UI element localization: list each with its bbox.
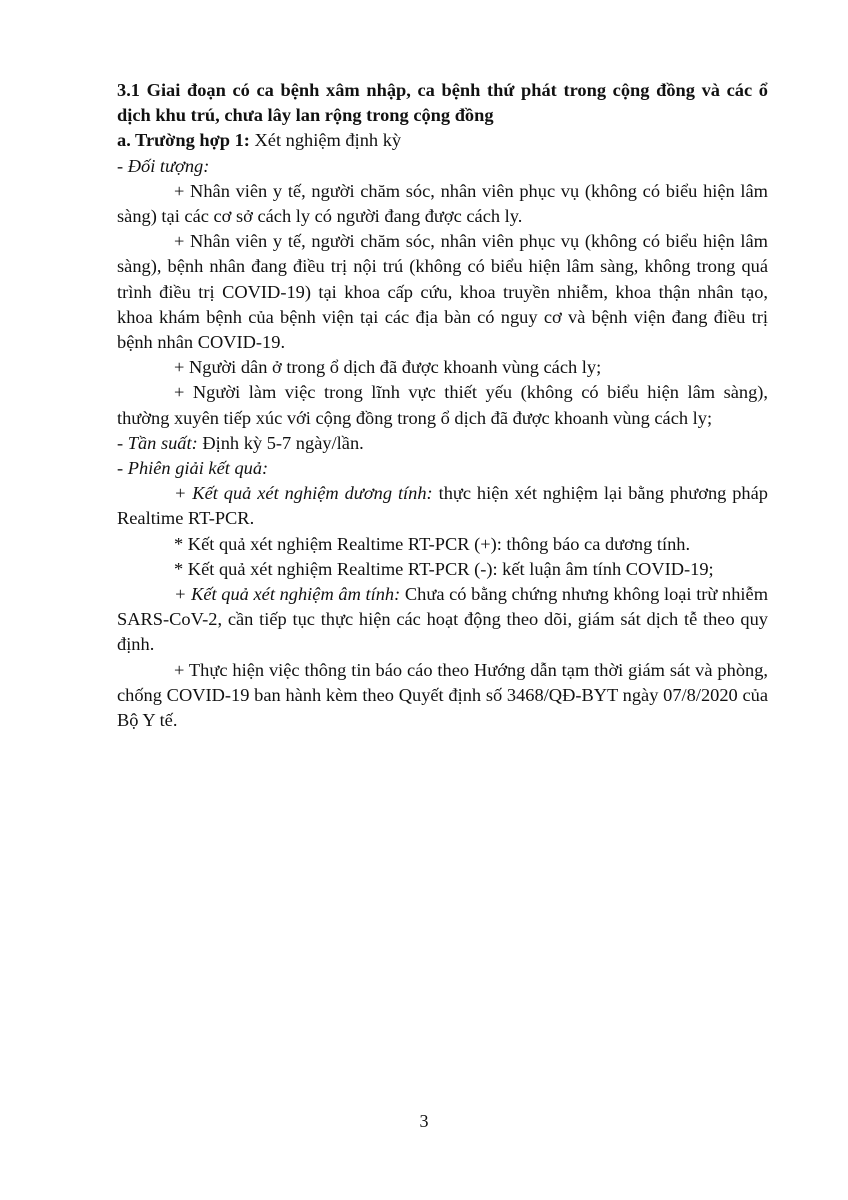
reporting: + Thực hiện việc thông tin báo cáo theo Hướng dẫn tạm thời giám sát và phòng, chống COVID-19 ban hành kèm theo Quyết định số 3468/QĐ-BYT ngày 07/8/2020 của Bộ Y tế. bbox=[117, 659, 768, 731]
negative-text: Chưa có bằng chứng nhưng không loại trừ nhiễm SARS-CoV-2, cần tiếp tục thực hiện các hoạt động theo dõi, giám sát dịch tễ theo quy định. bbox=[117, 584, 769, 655]
pcr-negative: * Kết quả xét nghiệm Realtime RT-PCR (-): kết luận âm tính COVID-19; bbox=[174, 558, 714, 579]
case-label: a. Trường hợp 1: bbox=[117, 130, 250, 151]
positive-result bbox=[117, 481, 768, 531]
document-body bbox=[117, 78, 768, 733]
subjects-label: - Đối tượng: bbox=[117, 155, 210, 176]
interpretation-label: - Phiên giải kết quả: bbox=[117, 458, 269, 479]
subject-item: + Người dân ở trong ổ dịch đã được khoanh vùng cách ly; bbox=[174, 357, 602, 378]
positive-text: thực hiện xét nghiệm lại bằng phương pháp Realtime RT-PCR. bbox=[117, 483, 768, 529]
page-number: 3 bbox=[419, 1111, 429, 1131]
subject-item: + Nhân viên y tế, người chăm sóc, nhân viên phục vụ (không có biểu hiện lâm sàng), bệnh nhân đang điều trị nội trú (không có biểu hiện lâm sàng, không trong quá trình điều trị COVID-19) tại khoa cấp cứu, khoa truyền nhiễm, khoa thận nhân tạo, khoa khám bệnh của bệnh viện tại các địa bàn có nguy cơ và bệnh viện đang điều trị bệnh nhân COVID-19. bbox=[117, 231, 768, 353]
negative-result bbox=[117, 582, 768, 658]
frequency-line bbox=[117, 431, 768, 456]
negative-label: + Kết quả xét nghiệm âm tính: bbox=[174, 584, 401, 605]
frequency-text: Định kỳ 5-7 ngày/lần. bbox=[197, 432, 364, 453]
frequency-label: - Tần suất: bbox=[117, 432, 198, 453]
pcr-positive: * Kết quả xét nghiệm Realtime RT-PCR (+): thông báo ca dương tính. bbox=[174, 533, 691, 554]
subject-item: + Người làm việc trong lĩnh vực thiết yếu (không có biểu hiện lâm sàng), thường xuyên tiếp xúc với cộng đồng trong ổ dịch đã được khoanh vùng cách ly; bbox=[117, 382, 768, 428]
case-text: Xét nghiệm định kỳ bbox=[249, 130, 402, 151]
subject-item: + Nhân viên y tế, người chăm sóc, nhân viên phục vụ (không có biểu hiện lâm sàng) tại các cơ sở cách ly có người đang được cách ly. bbox=[117, 180, 768, 227]
positive-label: + Kết quả xét nghiệm dương tính: bbox=[174, 483, 433, 504]
case-line bbox=[117, 128, 768, 153]
section-heading: 3.1 Giai đoạn có ca bệnh xâm nhập, ca bệnh thứ phát trong cộng đồng và các ổ dịch khu trú, chưa lây lan rộng trong cộng đồng bbox=[117, 80, 768, 126]
